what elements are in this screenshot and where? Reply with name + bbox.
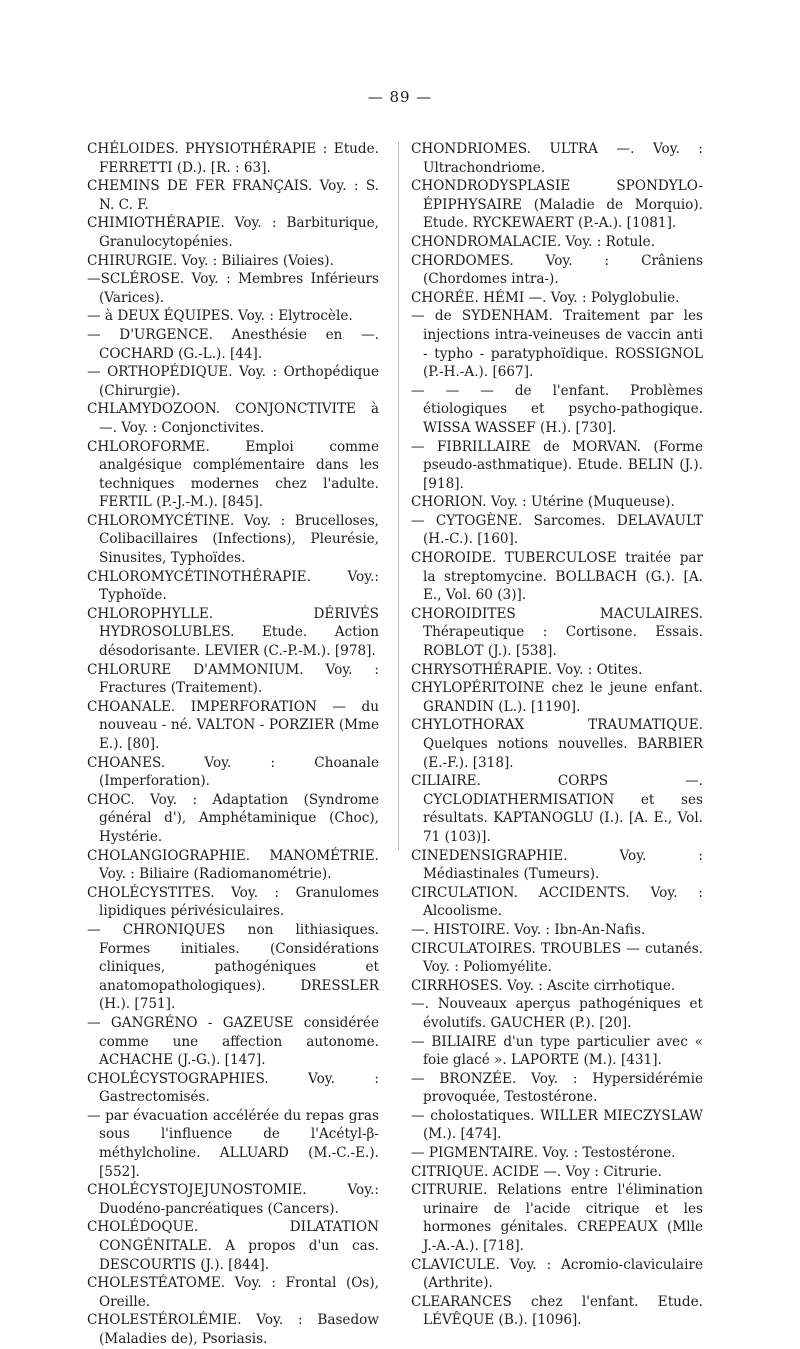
- index-entry: — à DEUX ÉQUIPES. Voy. : Elytrocèle.: [87, 308, 353, 325]
- index-entry: CHIMIOTHÉRAPIE. Voy. : Barbiturique, Granulocytopénies.: [87, 215, 379, 250]
- index-entry: CHLOROFORME. Emploi comme analgésique complémentaire dans les techniques modernes chez l'adulte. FERTIL (P.-J.-M.). [845].: [87, 438, 379, 511]
- index-entry: CHLAMYDOZOON. CONJONCTIVITE à —. Voy. : Conjonctivites.: [87, 401, 379, 436]
- index-entry: — CYTOGÈNE. Sarcomes. DELAVAULT (H.-C.). [160].: [411, 512, 703, 548]
- index-entry: CLAVICULE. Voy. : Acromio-claviculaire (Arthrite).: [411, 1256, 703, 1292]
- index-entry: — D'URGENCE. Anesthésie en —. COCHARD (G.-L.). [44].: [87, 326, 379, 362]
- index-entry: CINEDENSIGRAPHIE. Voy. : Médiastinales (Tumeurs).: [411, 847, 703, 883]
- index-entry: CHOLÉCYSTOGRAPHIES. Voy. : Gastrectomisés.: [87, 1070, 379, 1106]
- index-entry: —. HISTOIRE. Voy. : Ibn-An-Nafis.: [411, 921, 646, 938]
- index-entry: —. Nouveaux aperçus pathogéniques et évolutifs. GAUCHER (P.). [20].: [411, 996, 703, 1031]
- index-entry: — cholostatiques. WILLER MIECZYSLAW (M.). [474].: [411, 1107, 703, 1143]
- left-column: [87, 140, 379, 1349]
- index-entry: CHOLESTÉATOME. Voy. : Frontal (Os), Oreille.: [87, 1275, 379, 1310]
- index-entry: CHOLÉCYSTOJEJUNOSTOMIE. Voy.: Duodéno-pancréatiques (Cancers).: [87, 1182, 379, 1217]
- index-entry: — CHRONIQUES non lithiasiques. Formes initiales. (Considérations cliniques, pathogéniques et anatomopathologiques). DRESSLER (H.). [751].: [87, 921, 379, 1013]
- index-entry: — par évacuation accélérée du repas gras sous l'influence de l'Acétyl-β-méthylcholine. ALLUARD (M.-C.-E.). [552].: [87, 1107, 379, 1180]
- index-entry: CHYLOTHORAX TRAUMATIQUE. Quelques notions nouvelles. BARBIER (E.-F.). [318].: [411, 717, 703, 771]
- index-entry: CHRYSOTHÉRAPIE. Voy. : Otites.: [411, 661, 643, 678]
- index-entry: CHOLÉCYSTITES. Voy. : Granulomes lipidiques périvésiculaires.: [87, 884, 379, 920]
- index-entry: CHONDROMALACIE. Voy. : Rotule.: [411, 233, 656, 250]
- index-entry: CHONDRODYSPLASIE SPONDYLO-ÉPIPHYSAIRE (Maladie de Morquio). Etude. RYCKEWAERT (P.-A.). [1081].: [411, 178, 703, 232]
- index-entry: CHOANALE. IMPERFORATION — du nouveau - né. VALTON - PORZIER (Mme E.). [80].: [87, 698, 379, 752]
- index-entry: CHOLESTÉROLÉMIE. Voy. : Basedow (Maladies de), Psoriasis.: [87, 1312, 379, 1347]
- index-entry: CHLOROPHYLLE. DÉRIVÉS HYDROSOLUBLES. Etude. Action désodorisante. LEVIER (C.-P.-M.). [978].: [87, 605, 379, 660]
- index-entry: CHORION. Voy. : Utérine (Muqueuse).: [411, 494, 675, 511]
- index-entry: CHOANES. Voy. : Choanale (Imperforation).: [87, 754, 379, 790]
- index-entry: CHOLANGIOGRAPHIE. MANOMÉTRIE. Voy. : Biliaire (Radiomanométrie).: [87, 847, 379, 883]
- index-entry: CHOROIDITES MACULAIRES. Thérapeutique : Cortisone. Essais. ROBLOT (J.). [538].: [411, 605, 703, 660]
- right-column: [411, 140, 703, 1330]
- index-entry: CILIAIRE. CORPS —. CYCLODIATHERMISATION et ses résultats. KAPTANOGLU (I.). [A. E., Vol. 71 (103)].: [411, 773, 703, 845]
- index-entry: CHYLOPÉRITOINE chez le jeune enfant. GRANDIN (L.). [1190].: [411, 680, 703, 715]
- index-entry: CITRURIE. Relations entre l'élimination urinaire de l'acide citrique et les hormones génitales. CREPEAUX (Mlle J.-A.-A.). [718].: [411, 1182, 703, 1255]
- index-entry: — BRONZÉE. Voy. : Hypersidérémie provoquée, Testostérone.: [411, 1070, 703, 1106]
- index-entry: CHLOROMYCÉTINE. Voy. : Brucelloses, Colibacillaires (Infections), Pleurésie, Sinusites, Typhoïdes.: [87, 512, 379, 567]
- index-entry: CHLOROMYCÉTINOTHÉRAPIE. Voy.: Typhoïde.: [87, 568, 379, 604]
- index-entry: — PIGMENTAIRE. Voy. : Testostérone.: [411, 1145, 676, 1162]
- index-entry: — ORTHOPÉDIQUE. Voy. : Orthopédique (Chirurgie).: [87, 364, 379, 399]
- index-entry: CLEARANCES chez l'enfant. Etude. LÉVÊQUE (B.). [1096].: [411, 1293, 703, 1329]
- index-entry: — GANGRÉNO - GAZEUSE considérée comme une affection autonome. ACHACHE (J.-G.). [147].: [87, 1014, 379, 1069]
- index-entry: CIRRHOSES. Voy. : Ascite cirrhotique.: [411, 977, 676, 994]
- index-entry: CITRIQUE. ACIDE —. Voy : Citrurie.: [411, 1163, 662, 1180]
- index-entry: CHLORURE D'AMMONIUM. Voy. : Fractures (Traitement).: [87, 661, 379, 697]
- index-entry: —SCLÉROSE. Voy. : Membres Inférieurs (Varices).: [87, 271, 379, 306]
- index-entry: CHONDRIOMES. ULTRA —. Voy. : Ultrachondriome.: [411, 141, 703, 176]
- index-entry: CHOLÉDOQUE. DILATATION CONGÉNITALE. A propos d'un cas. DESCOURTIS (J.). [844].: [87, 1219, 379, 1273]
- index-entry: CHEMINS DE FER FRANÇAIS. Voy. : S. N. C. F.: [87, 178, 379, 213]
- index-entry: CHOROIDE. TUBERCULOSE traitée par la streptomycine. BOLLBACH (G.). [A. E., Vol. 60 (3)].: [411, 550, 703, 604]
- index-entry: — BILIAIRE d'un type particulier avec « foie glacé ». LAPORTE (M.). [431].: [411, 1033, 703, 1069]
- index-entry: — — — de l'enfant. Problèmes étiologiques et psycho-pathogique. WISSA WASSEF (H.). [730].: [411, 382, 703, 436]
- index-entry: — de SYDENHAM. Traitement par les injections intra-veineuses de vaccin anti - typho - paratyphoïdique. ROSSIGNOL (P.-H.-A.). [667].: [411, 308, 703, 381]
- index-entry: CHORDOMES. Voy. : Crâniens (Chordomes intra-).: [411, 252, 703, 288]
- index-entry: CHOC. Voy. : Adaptation (Syndrome général d'), Amphétaminique (Choc), Hystérie.: [87, 791, 379, 845]
- index-entry: CIRCULATOIRES. TROUBLES — cutanés. Voy. : Poliomyélite.: [411, 940, 703, 976]
- index-entry: — FIBRILLAIRE de MORVAN. (Forme pseudo-asthmatique). Etude. BELIN (J.). [918].: [411, 438, 703, 492]
- index-entry: CHÉLOIDES. PHYSIOTHÉRAPIE : Etude. FERRETTI (D.). [R. : 63].: [87, 141, 379, 176]
- index-entry: CHORÉE. HÉMI —. Voy. : Polyglobulie.: [411, 289, 680, 306]
- index-entry: CIRCULATION. ACCIDENTS. Voy. : Alcoolisme.: [411, 884, 703, 920]
- page-number: — 89 —: [367, 88, 433, 106]
- column-divider: [398, 142, 399, 850]
- index-entry: CHIRURGIE. Voy. : Biliaires (Voies).: [87, 252, 334, 269]
